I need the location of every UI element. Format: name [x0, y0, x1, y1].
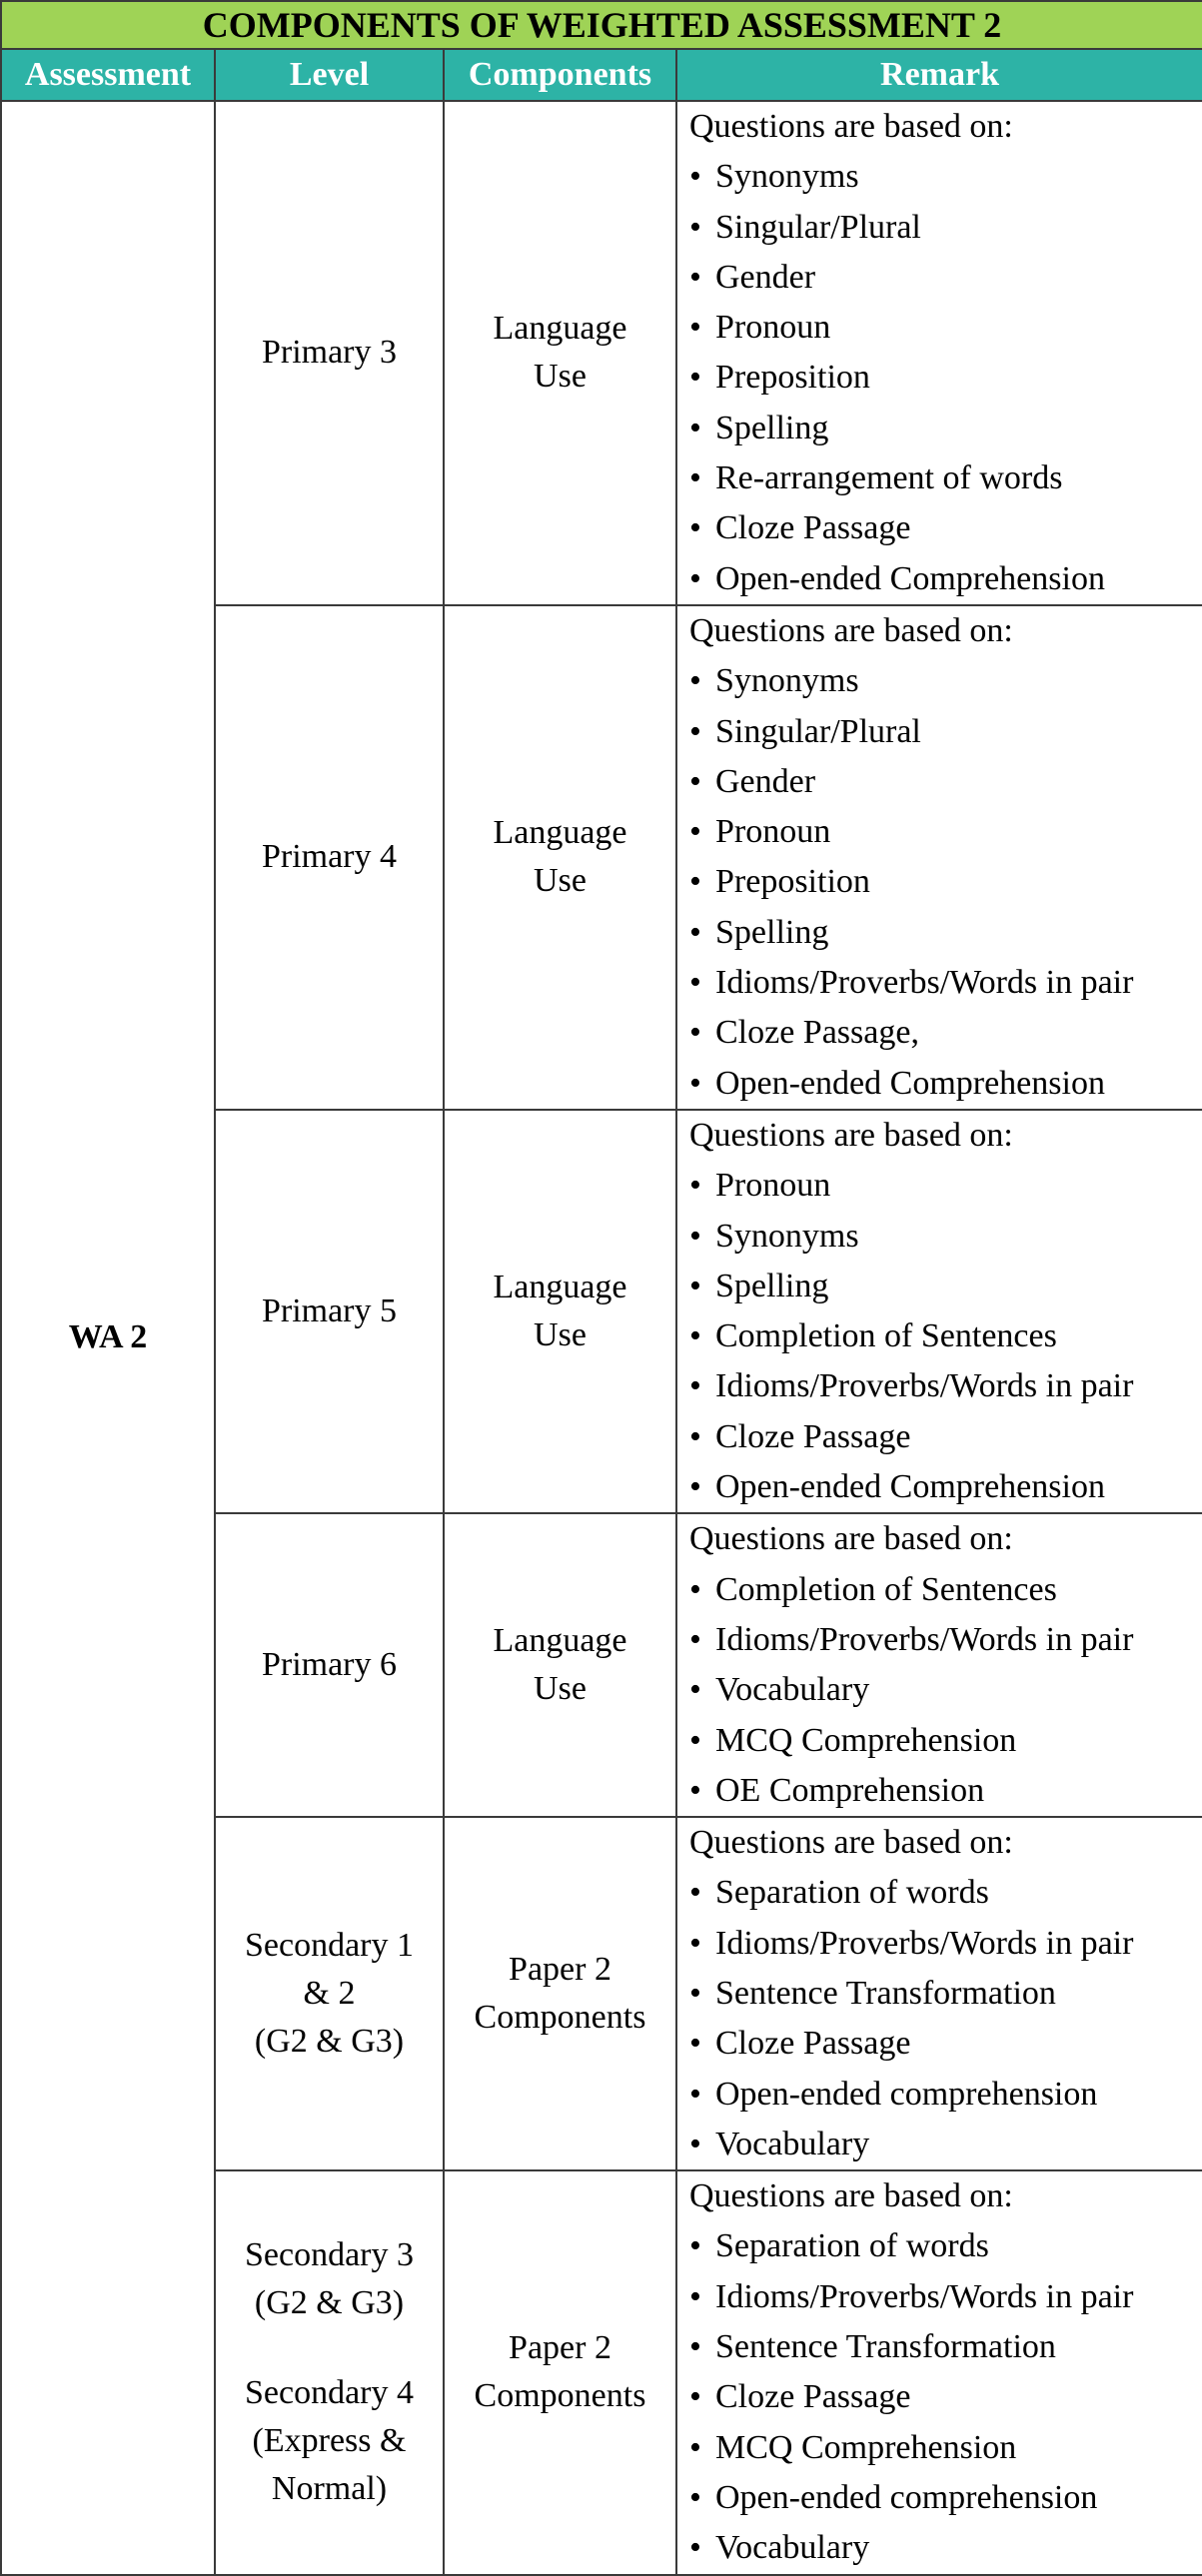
level-text: Normal) [271, 2470, 388, 2508]
header-row [1, 49, 1202, 101]
bullet-icon: • [689, 1874, 701, 1912]
component-text: Components [474, 2377, 646, 2415]
component-text: Language [493, 310, 627, 348]
list-item [689, 554, 1202, 604]
bullet-icon: • [689, 1671, 701, 1709]
bullet-icon: • [689, 813, 701, 851]
header-assessment: Assessment [1, 49, 215, 101]
list-item [689, 656, 1202, 706]
list-item [689, 1969, 1202, 2019]
list-item-text: Preposition [715, 359, 870, 397]
bullet-icon: • [689, 1771, 701, 1809]
component-cell [444, 101, 676, 605]
list-item-text: Idioms/Proverbs/Words in pair [715, 964, 1134, 1002]
list-item [689, 958, 1202, 1008]
list-item-text: Sentence Transformation [715, 1974, 1056, 2012]
level-text: Primary 4 [261, 838, 398, 876]
bullet-icon: • [689, 1367, 701, 1405]
list-item-text: Vocabulary [715, 2529, 870, 2567]
bullet-icon: • [689, 158, 701, 196]
list-item-text: Cloze Passage, [715, 1014, 919, 1052]
level-cell [215, 1513, 444, 1817]
list-item-text: Separation of words [715, 2227, 989, 2265]
list-item [689, 1161, 1202, 1211]
list-item-text: Idioms/Proverbs/Words in pair [715, 1620, 1134, 1658]
bullet-icon: • [689, 2529, 701, 2567]
bullet-icon: • [689, 2125, 701, 2162]
list-item-text: Separation of words [715, 1874, 989, 1912]
list-item [689, 757, 1202, 807]
assessment-cell: WA 2 [1, 101, 215, 2575]
list-item [689, 1212, 1202, 1262]
list-item-text: Preposition [715, 863, 870, 901]
bullet-icon: • [689, 559, 701, 597]
component-cell [444, 605, 676, 1110]
level-cell [215, 1110, 444, 1513]
bullet-icon: • [689, 1620, 701, 1658]
list-item [689, 2473, 1202, 2523]
bullet-icon: • [689, 2025, 701, 2063]
remark-list [689, 1868, 1202, 2169]
bullet-icon: • [689, 2478, 701, 2516]
list-item-text: Re-arrangement of words [715, 459, 1063, 497]
list-item [689, 1059, 1202, 1109]
list-item-text: Vocabulary [715, 1671, 870, 1709]
list-item-text: Gender [715, 258, 816, 296]
component-text: Paper 2 [509, 1951, 611, 1989]
list-item [689, 1462, 1202, 1512]
list-item-text: Spelling [715, 409, 829, 446]
list-item-text: Open-ended Comprehension [715, 1064, 1105, 1102]
bullet-icon: • [689, 258, 701, 296]
list-item [689, 707, 1202, 757]
list-item [689, 2070, 1202, 2120]
bullet-icon: • [689, 459, 701, 497]
list-item [689, 1919, 1202, 1969]
bullet-icon: • [689, 712, 701, 750]
remark-list [689, 152, 1202, 604]
bullet-icon: • [689, 2328, 701, 2366]
component-text: Paper 2 [509, 2329, 611, 2367]
list-item [689, 2272, 1202, 2322]
bullet-icon: • [689, 1064, 701, 1102]
list-item-text: Cloze Passage [715, 509, 911, 547]
list-item-text: OE Comprehension [715, 1771, 985, 1809]
list-item [689, 152, 1202, 202]
list-item [689, 1311, 1202, 1361]
bullet-icon: • [689, 1468, 701, 1506]
list-item [689, 353, 1202, 403]
bullet-icon: • [689, 762, 701, 800]
list-item [689, 2372, 1202, 2422]
bullet-icon: • [689, 913, 701, 951]
list-item [689, 2523, 1202, 2573]
title-row [1, 1, 1202, 49]
list-item-text: Synonyms [715, 1217, 859, 1255]
component-text: Language [493, 814, 627, 852]
bullet-icon: • [689, 409, 701, 446]
bullet-icon: • [689, 662, 701, 700]
remark-list [689, 656, 1202, 1109]
component-cell [444, 2170, 676, 2574]
bullet-icon: • [689, 2378, 701, 2416]
bullet-icon: • [689, 2277, 701, 2315]
remark-cell [676, 101, 1202, 605]
remark-cell [676, 1110, 1202, 1513]
list-item-text: Open-ended Comprehension [715, 559, 1105, 597]
list-item-text: Synonyms [715, 158, 859, 196]
list-item-text: Open-ended comprehension [715, 2478, 1098, 2516]
component-cell [444, 1817, 676, 2170]
remark-intro: Questions are based on: [689, 1824, 1013, 1862]
bullet-icon: • [689, 309, 701, 347]
bullet-icon: • [689, 1974, 701, 2012]
list-item-text: Spelling [715, 1267, 829, 1304]
list-item [689, 1868, 1202, 1918]
list-item [689, 453, 1202, 503]
remark-cell [676, 605, 1202, 1110]
list-item [689, 404, 1202, 453]
component-text: Components [474, 1999, 646, 2037]
list-item [689, 1615, 1202, 1665]
level-cell [215, 605, 444, 1110]
component-cell [444, 1513, 676, 1817]
list-item [689, 2019, 1202, 2069]
bullet-icon: • [689, 1570, 701, 1608]
bullet-icon: • [689, 509, 701, 547]
list-item-text: MCQ Comprehension [715, 2428, 1017, 2466]
list-item-text: Open-ended Comprehension [715, 1468, 1105, 1506]
list-item [689, 503, 1202, 553]
level-text: Secondary 4 [244, 2374, 414, 2412]
list-item [689, 203, 1202, 253]
bullet-icon: • [689, 1014, 701, 1052]
bullet-icon: • [689, 2075, 701, 2113]
list-item-text: Open-ended comprehension [715, 2075, 1098, 2113]
bullet-icon: • [689, 2227, 701, 2265]
level-text: Secondary 1 [244, 1927, 414, 1965]
list-item-text: Gender [715, 762, 816, 800]
list-item [689, 1262, 1202, 1311]
remark-list [689, 1565, 1202, 1816]
list-item [689, 253, 1202, 303]
bullet-icon: • [689, 359, 701, 397]
level-cell [215, 101, 444, 605]
bullet-icon: • [689, 1167, 701, 1205]
level-text: Primary 6 [261, 1646, 398, 1684]
list-item-text: Completion of Sentences [715, 1570, 1057, 1608]
list-item-text: Idioms/Proverbs/Words in pair [715, 2277, 1134, 2315]
bullet-icon: • [689, 1721, 701, 1759]
list-item-text: Idioms/Proverbs/Words in pair [715, 1924, 1134, 1962]
remark-intro: Questions are based on: [689, 108, 1013, 145]
bullet-icon: • [689, 1217, 701, 1255]
level-cell [215, 2170, 444, 2574]
bullet-icon: • [689, 964, 701, 1002]
list-item [689, 2120, 1202, 2169]
remark-list [689, 1161, 1202, 1512]
list-item-text: Idioms/Proverbs/Words in pair [715, 1367, 1134, 1405]
list-item-text: Vocabulary [715, 2125, 870, 2162]
level-text: Secondary 3 [244, 2236, 414, 2274]
list-item-text: MCQ Comprehension [715, 1721, 1017, 1759]
header-remark: Remark [676, 49, 1202, 101]
component-text: Language [493, 1622, 627, 1660]
list-item-text: Completion of Sentences [715, 1317, 1057, 1355]
remark-intro: Questions are based on: [689, 2177, 1013, 2215]
component-text: Use [534, 358, 587, 396]
list-item [689, 2221, 1202, 2271]
level-text: (Express & [252, 2422, 407, 2460]
list-item-text: Cloze Passage [715, 1417, 911, 1455]
level-text: (G2 & G3) [254, 2023, 405, 2061]
list-item-text: Cloze Passage [715, 2025, 911, 2063]
remark-list [689, 2221, 1202, 2573]
component-text: Use [534, 1316, 587, 1354]
component-text: Use [534, 862, 587, 900]
list-item [689, 1766, 1202, 1816]
list-item-text: Sentence Transformation [715, 2328, 1056, 2366]
remark-cell [676, 1513, 1202, 1817]
list-item [689, 303, 1202, 353]
list-item-text: Spelling [715, 913, 829, 951]
level-text: (G2 & G3) [254, 2284, 405, 2322]
list-item [689, 1412, 1202, 1462]
list-item [689, 857, 1202, 907]
list-item-text: Singular/Plural [715, 712, 921, 750]
level-cell [215, 1817, 444, 2170]
list-item-text: Singular/Plural [715, 208, 921, 246]
level-spacer [216, 2327, 443, 2369]
list-item [689, 1565, 1202, 1615]
list-item [689, 807, 1202, 857]
list-item [689, 1716, 1202, 1766]
bullet-icon: • [689, 1417, 701, 1455]
component-text: Use [534, 1670, 587, 1708]
bullet-icon: • [689, 1317, 701, 1355]
bullet-icon: • [689, 1267, 701, 1304]
remark-cell [676, 2170, 1202, 2574]
list-item [689, 2322, 1202, 2372]
list-item-text: Cloze Passage [715, 2378, 911, 2416]
bullet-icon: • [689, 2428, 701, 2466]
remark-intro: Questions are based on: [689, 1116, 1013, 1154]
remark-intro: Questions are based on: [689, 611, 1013, 649]
component-cell [444, 1110, 676, 1513]
header-components: Components [444, 49, 676, 101]
level-text: Primary 5 [261, 1292, 398, 1330]
list-item [689, 908, 1202, 958]
list-item-text: Pronoun [715, 309, 831, 347]
list-item [689, 2423, 1202, 2473]
level-text: Primary 3 [261, 334, 398, 372]
table-title: COMPONENTS OF WEIGHTED ASSESSMENT 2 [1, 1, 1202, 49]
bullet-icon: • [689, 208, 701, 246]
bullet-icon: • [689, 1924, 701, 1962]
component-text: Language [493, 1269, 627, 1306]
table-row [1, 101, 1202, 605]
list-item-text: Synonyms [715, 662, 859, 700]
list-item [689, 1008, 1202, 1058]
list-item [689, 1665, 1202, 1715]
level-text: & 2 [303, 1975, 356, 2013]
bullet-icon: • [689, 863, 701, 901]
list-item [689, 1361, 1202, 1411]
remark-cell [676, 1817, 1202, 2170]
list-item-text: Pronoun [715, 813, 831, 851]
header-level: Level [215, 49, 444, 101]
remark-intro: Questions are based on: [689, 1520, 1013, 1558]
list-item-text: Pronoun [715, 1167, 831, 1205]
